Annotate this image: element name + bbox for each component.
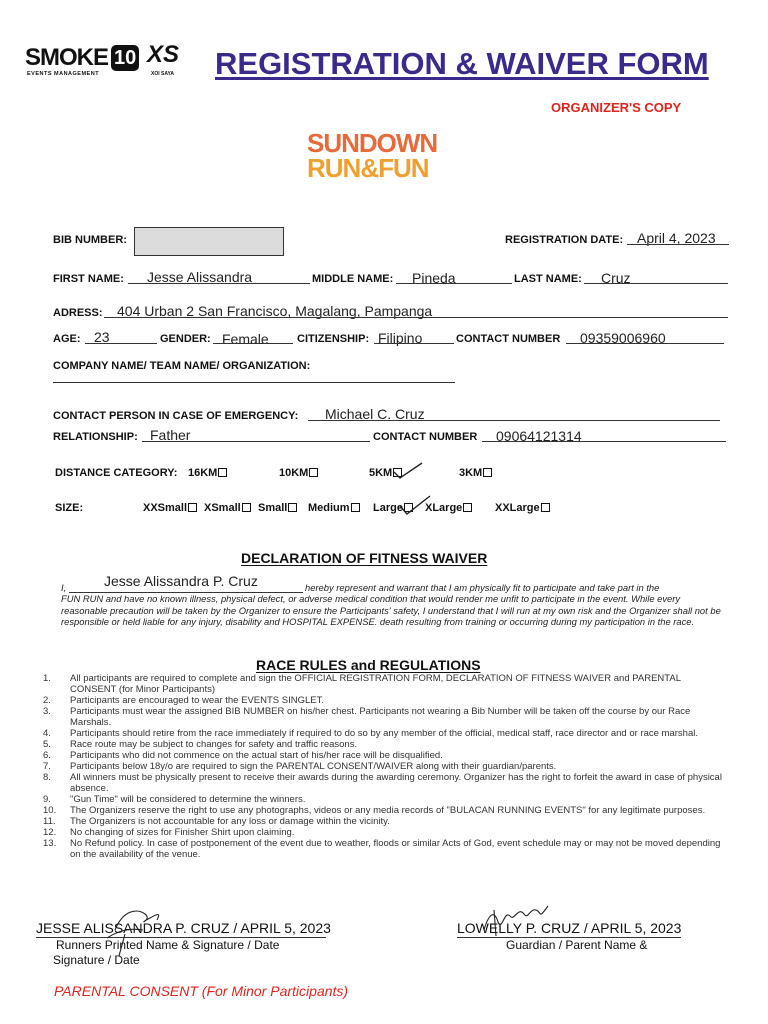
runner-signature-value: JESSE ALISSANDRA P. CRUZ / APRIL 5, 2023: [36, 920, 331, 936]
rule-text: Participants should retire from the race immediately if required to do so by any member of the official, medical staff, race director and or race marshal.: [70, 728, 698, 739]
waiver-paragraph: [61, 573, 727, 628]
registration-date-label: REGISTRATION DATE:: [505, 234, 624, 246]
distance-option-16km[interactable]: [188, 467, 227, 479]
distance-option-label: 5KM: [369, 467, 393, 479]
first-name-line: [128, 283, 310, 284]
address-line: [104, 317, 728, 318]
citizenship-line: [374, 343, 454, 344]
middle-name-label: MIDDLE NAME:: [312, 273, 394, 285]
contact-number-label: CONTACT NUMBER: [456, 333, 561, 345]
emergency-contact-number-line: [482, 441, 726, 442]
list-item: 12. No changing of sizes for Finisher Shirt upon claiming.: [43, 827, 723, 838]
emergency-contact-number-value: 09064121314: [496, 428, 582, 444]
waiver-text-body: FUN RUN and have no known illness, physical defect, or adverse medical condition that would render me unfit to participate in the event. While every reasonable precaution will be taken by the Organizer to ensure the Participants' safety, I understand that I will run at my own risk and the Organizer shall not be responsible or held liable for any injury, disability and HOSPITAL EXPENSE. death resulting from training or occurring during my participation in the race.: [61, 593, 721, 627]
distance-option-10km[interactable]: [279, 467, 318, 479]
size-option-label: Large: [373, 502, 403, 514]
size-option-label: XXLarge: [495, 502, 540, 514]
sundown-run-fun-logo: [307, 128, 477, 188]
waiver-text-first: hereby represent and warrant that I am physically fit to participate and take part in the: [305, 582, 660, 593]
checkbox-icon[interactable]: [541, 503, 550, 512]
relationship-line: [142, 441, 370, 442]
list-item: 1. All participants are required to complete and sign the OFFICIAL REGISTRATION FORM, DECLARATION OF FITNESS WAIVER and PARENTAL CONSENT (for Minor Participants): [43, 673, 723, 695]
gender-value: Female: [222, 331, 269, 347]
organizers-copy-label: ORGANIZER'S COPY: [551, 100, 682, 115]
company-name-line: [53, 382, 455, 383]
relationship-value: Father: [150, 427, 191, 443]
registration-date-value: April 4, 2023: [637, 230, 716, 246]
last-name-line: [584, 283, 728, 284]
list-item: 8. All winners must be physically present to receive their awards during the awarding ceremony. Organizer has the right to forfeit the award in case of physical absence.: [43, 772, 722, 794]
relationship-label: RELATIONSHIP:: [53, 431, 138, 443]
rule-text: All participants are required to complete and sign the OFFICIAL REGISTRATION FORM, DECLARATION OF FITNESS WAIVER and PARENTAL CONSENT (for Minor Participants): [70, 673, 681, 695]
citizenship-value: Filipino: [378, 330, 423, 346]
size-option-small[interactable]: [258, 502, 297, 514]
size-option-label: XXSmall: [143, 502, 188, 514]
checkmark-5km-icon: [392, 460, 424, 480]
guardian-signature-caption: Guardian / Parent Name &: [506, 938, 648, 952]
xs-logo-text: XS: [147, 41, 180, 68]
rule-text: Race route may be subject to changes for safety and traffic reasons.: [70, 739, 358, 750]
runner-signature-caption-2: Signature / Date: [53, 953, 140, 967]
ten-logo-badge: 10: [111, 45, 139, 71]
distance-category-label: DISTANCE CATEGORY:: [55, 467, 178, 479]
checkbox-icon[interactable]: [351, 503, 360, 512]
list-item: 11. The Organizers is not accountable for any loss or damage within the vicinity.: [43, 816, 723, 827]
list-item: 13. No Refund policy. In case of postponement of the event due to weather, floods or similar Acts of God, event schedule may or may not be moved depending on the availability of the venue.: [43, 838, 723, 860]
age-value: 23: [94, 329, 110, 345]
distance-option-label: 16KM: [188, 467, 218, 479]
gender-label: GENDER:: [160, 333, 211, 345]
last-name-value: Cruz: [601, 270, 631, 286]
events-management-text: EVENTS MANAGEMENT: [27, 71, 100, 77]
registration-date-line: [627, 244, 729, 245]
rules-list: [43, 673, 723, 860]
list-item: 5. Race route may be subject to changes for safety and traffic reasons.: [43, 739, 723, 750]
emergency-contact-number-label: CONTACT NUMBER: [373, 431, 478, 443]
size-option-medium[interactable]: [308, 502, 360, 514]
middle-name-value: Pineda: [412, 270, 456, 286]
runner-signature-caption: Runners Printed Name & Signature / Date: [56, 938, 280, 952]
company-name-label: COMPANY NAME/ TEAM NAME/ ORGANIZATION:: [53, 360, 311, 372]
waiver-title: DECLARATION OF FITNESS WAIVER: [241, 550, 488, 566]
emergency-contact-label: CONTACT PERSON IN CASE OF EMERGENCY:: [53, 410, 299, 422]
checkbox-icon[interactable]: [242, 503, 251, 512]
middle-name-line: [396, 283, 512, 284]
xoi-saya-text: XOI SAYA: [151, 71, 174, 77]
size-option-xsmall[interactable]: [204, 502, 251, 514]
rules-title: RACE RULES and REGULATIONS: [256, 657, 481, 673]
rule-text: "Gun Time" will be considered to determine the winners.: [70, 794, 306, 805]
distance-option-3km[interactable]: [459, 467, 492, 479]
size-option-xxsmall[interactable]: [143, 502, 197, 514]
list-item: 10. The Organizers reserve the right to use any photographs, videos or any media records of "BULACAN RUNNING EVENTS" for any legitimate purposes.: [43, 805, 723, 816]
list-item: 6. Participants who did not commence on the actual start of his/her race will be disqualified.: [43, 750, 723, 761]
emergency-contact-line: [308, 420, 720, 421]
checkbox-icon[interactable]: [463, 503, 472, 512]
age-label: AGE:: [53, 333, 81, 345]
smoke-logo-text: SMOKE: [25, 44, 109, 71]
size-option-label: Small: [258, 502, 288, 514]
address-label: ADRESS:: [53, 307, 103, 319]
gender-line: [213, 343, 293, 344]
rule-text: Participants who did not commence on the actual start of his/her race will be disqualified.: [70, 750, 443, 761]
contact-number-line: [566, 343, 724, 344]
size-option-label: XSmall: [204, 502, 241, 514]
bib-number-label: BIB NUMBER:: [53, 234, 127, 246]
size-option-xxlarge[interactable]: [495, 502, 550, 514]
last-name-label: LAST NAME:: [514, 273, 582, 285]
list-item: 7. Participants below 18y/o are required to sign the PARENTAL CONSENT/WAIVER along with their guardian/parents.: [43, 761, 723, 772]
age-line: [85, 343, 157, 344]
emergency-contact-value: Michael C. Cruz: [325, 406, 425, 422]
list-item: 2. Participants are encouraged to wear the EVENTS SINGLET.: [43, 695, 723, 706]
size-option-label: XLarge: [425, 502, 463, 514]
waiver-name-value: Jesse Alissandra P. Cruz: [104, 573, 258, 589]
address-value: 404 Urban 2 San Francisco, Magalang, Pampanga: [117, 303, 433, 319]
rule-text: The Organizers reserve the right to use any photographs, videos or any media records of "BULACAN RUNNING EVENTS" for any legitimate purposes.: [70, 805, 706, 816]
bib-number-box[interactable]: [134, 227, 284, 256]
rule-text: Participants must wear the assigned BIB NUMBER on his/her chest. Participants not wearing a Bib Number will be taken off the course by our Race Marshals.: [70, 706, 691, 728]
rule-text: No changing of sizes for Finisher Shirt upon claiming.: [70, 827, 295, 838]
list-item: 9. "Gun Time" will be considered to determine the winners.: [43, 794, 723, 805]
size-label: SIZE:: [55, 502, 84, 514]
checkbox-icon[interactable]: [288, 503, 297, 512]
waiver-name-line: [69, 592, 303, 593]
contact-number-value: 09359006960: [580, 330, 666, 346]
first-name-label: FIRST NAME:: [53, 273, 124, 285]
rule-text: No Refund policy. In case of postponement of the event due to weather, floods or similar Acts of God, event schedule may or may not be moved depending on the availability of the venue.: [70, 838, 721, 860]
citizenship-label: CITIZENSHIP:: [297, 333, 370, 345]
guardian-signature-value: LOWELLY P. CRUZ / APRIL 5, 2023: [457, 920, 682, 936]
checkbox-icon[interactable]: [188, 503, 197, 512]
first-name-value: Jesse Alissandra: [147, 269, 253, 285]
rule-text: Participants below 18y/o are required to sign the PARENTAL CONSENT/WAIVER along with their guardian/parents.: [70, 761, 557, 772]
list-item: 3. Participants must wear the assigned BIB NUMBER on his/her chest. Participants not wearing a Bib Number will be taken off the course by our Race Marshals.: [43, 706, 723, 728]
form-title: REGISTRATION & WAIVER FORM: [215, 46, 709, 81]
parental-consent-heading: PARENTAL CONSENT (For Minor Participants): [54, 983, 349, 999]
checkbox-icon[interactable]: [483, 468, 492, 477]
sundown-logo-line: SUNDOWN: [307, 128, 438, 158]
size-option-label: Medium: [308, 502, 350, 514]
rule-text: All winners must be physically present to receive their awards during the awarding ceremony. Organizer has the right to forfeit the award in case of physical absence.: [70, 772, 722, 794]
guardian-signature-scribble-icon: [478, 896, 558, 942]
checkbox-icon[interactable]: [218, 468, 227, 477]
list-item: 4. Participants should retire from the race immediately if required to do so by any member of the official, medical staff, race director and or race marshal.: [43, 728, 723, 739]
rule-text: Participants are encouraged to wear the EVENTS SINGLET.: [70, 695, 324, 706]
waiver-prefix: I,: [61, 582, 67, 593]
smoke10-logo: [25, 41, 185, 84]
run-fun-logo-line: RUN&FUN: [307, 153, 429, 183]
distance-option-label: 10KM: [279, 467, 309, 479]
checkbox-icon[interactable]: [309, 468, 318, 477]
size-option-xlarge[interactable]: [425, 502, 472, 514]
rule-text: The Organizers is not accountable for any loss or damage within the vicinity.: [70, 816, 390, 827]
distance-option-label: 3KM: [459, 467, 483, 479]
